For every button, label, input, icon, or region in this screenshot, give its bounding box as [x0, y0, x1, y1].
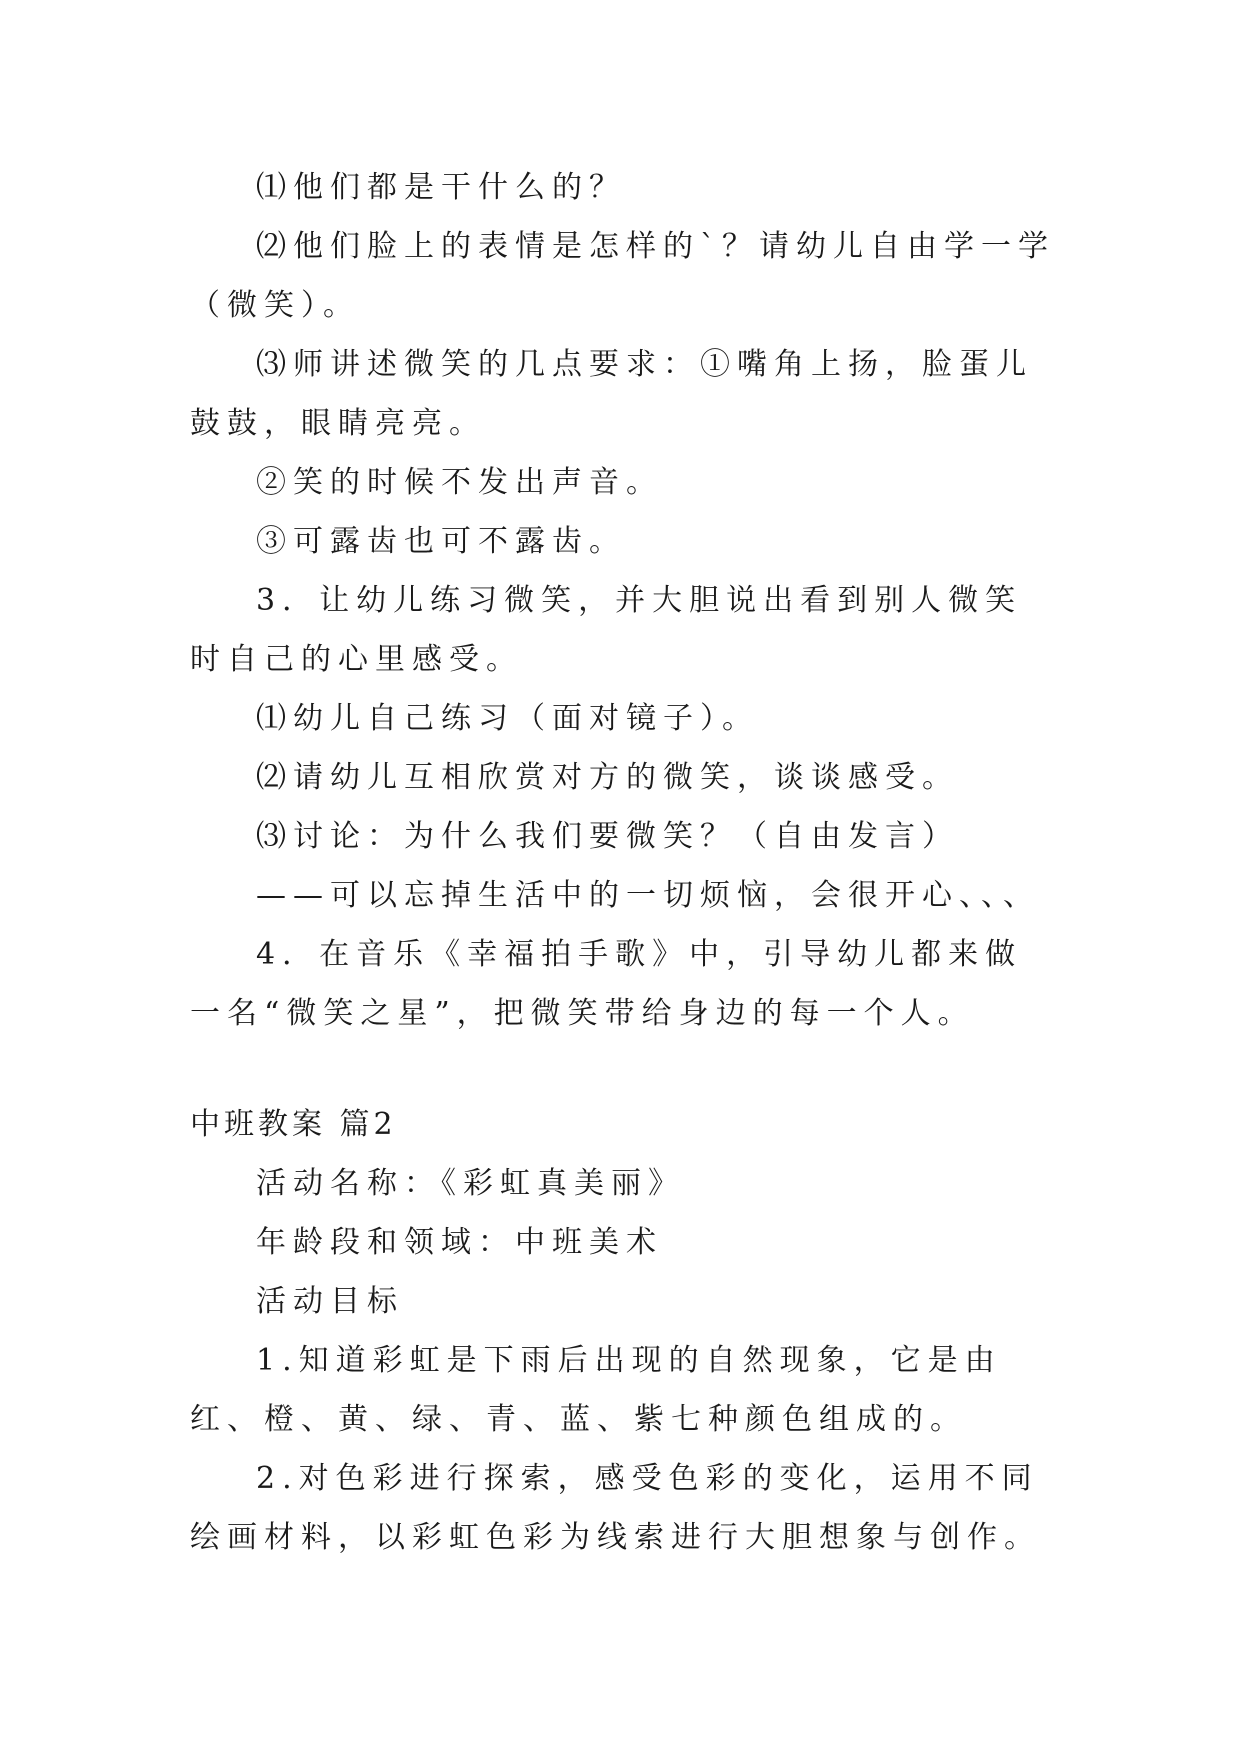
section-heading: 中班教案 篇2	[190, 1107, 397, 1142]
activity-name: 活动名称：《彩虹真美丽》	[256, 1166, 685, 1201]
paragraph-smile-requirements: ⑶师讲述微笑的几点要求：①嘴角上扬，脸蛋儿鼓鼓，眼睛亮亮。	[190, 347, 1033, 441]
paragraph-step-3-2: ⑵请幼儿互相欣赏对方的微笑，谈谈感受。	[256, 760, 959, 795]
paragraph-step-3-1: ⑴幼儿自己练习（面对镜子）。	[256, 701, 759, 736]
paragraph-step-3-3: ⑶讨论：为什么我们要微笑？（自由发言）	[256, 819, 959, 854]
paragraph-step-3: 3．让幼儿练习微笑，并大胆说出看到别人微笑时自己的心里感受。	[190, 583, 1023, 677]
goal-1: 1.知道彩虹是下雨后出现的自然现象，它是由红、橙、黄、绿、青、蓝、紫七种颜色组成的。	[190, 1343, 1002, 1437]
paragraph-question-2: ⑵他们脸上的表情是怎样的`？请幼儿自由学一学（微笑）。	[190, 229, 1055, 323]
age-and-domain: 年龄段和领域：中班美术	[256, 1225, 663, 1260]
document-page	[190, 158, 1058, 1567]
paragraph-question-1: ⑴他们都是干什么的？	[256, 170, 626, 205]
paragraph-requirement-2: ②笑的时候不发出声音。	[256, 465, 663, 500]
paragraph-discussion-answer: ——可以忘掉生活中的一切烦恼，会很开心、、、	[256, 878, 1040, 913]
paragraph-step-4: 4．在音乐《幸福拍手歌》中，引导幼儿都来做一名“微笑之星”，把微笑带给身边的每一个人。	[190, 937, 1023, 1031]
goal-2: 2.对色彩进行探索，感受色彩的变化，运用不同绘画材料，以彩虹色彩为线索进行大胆想象与创作。	[190, 1461, 1041, 1555]
paragraph-requirement-3: ③可露齿也可不露齿。	[256, 524, 626, 559]
activity-goals-title: 活动目标	[256, 1284, 404, 1319]
